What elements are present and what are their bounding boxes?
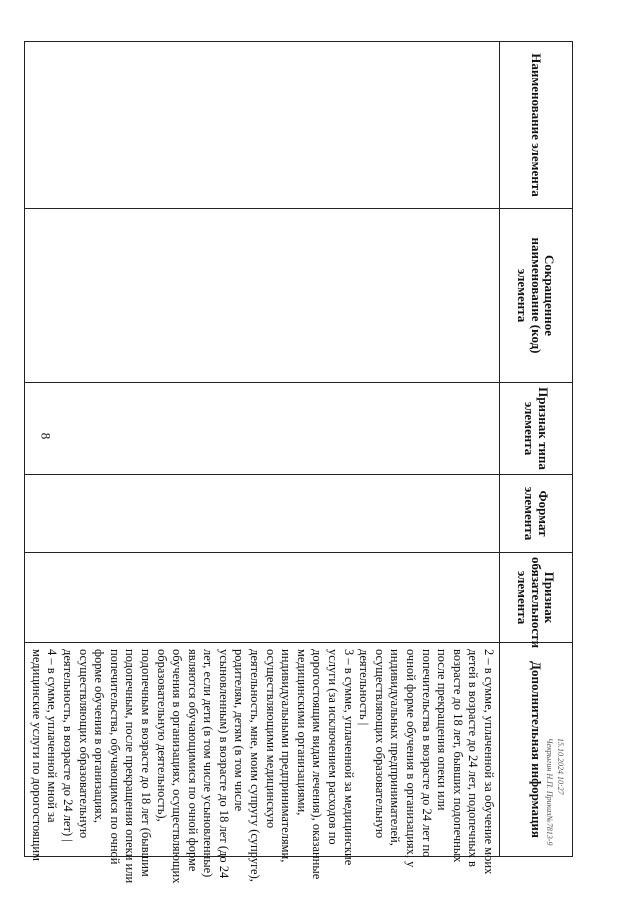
header-row [500, 42, 573, 857]
info-line: деятельность, мне, моим супругу (супруге), [248, 649, 263, 882]
info-line: подопечным в возрасте до 18 лет (бывшим [138, 649, 153, 877]
page-number: 8 [38, 432, 54, 440]
cell-element-code [25, 209, 500, 383]
info-line: медицинские услуги по дорогостоящим [29, 649, 44, 862]
signature-stamp [544, 738, 566, 846]
info-line: осуществляющими медицинскую [263, 649, 278, 829]
info-line: являются обучающимися по очной форме [185, 649, 200, 872]
info-line: осуществляющих образовательную [76, 649, 91, 839]
info-line: попечительства, обучающимся по очной [107, 649, 122, 865]
info-line: образовательную деятельность), [154, 649, 169, 822]
info-line: деятельность | [357, 649, 372, 726]
stamp-signer: Чекрыгин Н.П. Приказ№7813-9 [545, 738, 554, 846]
cell-element-mandatory [25, 553, 500, 643]
table-row [25, 42, 500, 857]
info-line: возрасте до 18 лет, бывших подопечных [450, 649, 465, 863]
info-line: медицинскими организациями, [294, 649, 309, 816]
info-line: 3 – в сумме, уплаченной за медицинские [341, 649, 356, 866]
info-line: индивидуальными предпринимателями, [279, 649, 294, 863]
info-line: услуги (за исключением расходов по [326, 649, 341, 845]
header-element-mandatory: Признак обязательности элемента [500, 553, 573, 643]
cell-element-name [25, 42, 500, 209]
header-element-name: Наименование элемента [500, 42, 573, 209]
info-line: лет, если дети (в том числе усыновленные) [201, 649, 216, 878]
header-additional-info: Дополнительная информация [500, 643, 573, 857]
document-table-container [29, 41, 573, 884]
info-line: индивидуальных предпринимателей, [388, 649, 403, 846]
info-line: 4 – в сумме, уплаченной мной за [45, 649, 60, 823]
info-line: деятельность, в возрасте до 24 лет) | [60, 649, 75, 842]
info-line: усыновленным) в возрасте до 18 лет (до 24 [216, 649, 231, 879]
info-line: форме обучения в организациях, [92, 649, 107, 824]
info-line: попечительства в возрасте до 24 лет по [419, 649, 434, 858]
info-line: осуществляющих образовательную [372, 649, 387, 839]
document-table [24, 41, 573, 884]
cell-additional-info [25, 643, 500, 884]
info-line: после прекращения опеки или [435, 649, 450, 811]
info-line: подопечным, после прекращения опеки или [123, 649, 138, 884]
cell-element-type [25, 383, 500, 475]
info-line: обучения в организациях, осуществляющих [170, 649, 185, 884]
info-line: 2 – в сумме, уплаченной за обучение моих [482, 649, 496, 875]
info-line: дорогостоящим видам лечения), оказанные [310, 649, 325, 880]
cell-element-format [25, 475, 500, 553]
info-line: очной форме обучения в организациях, у [404, 649, 419, 868]
header-element-code: Сокращенное наименование (код) элемента [500, 209, 573, 383]
info-line: родителям, детям (в том числе [232, 649, 247, 812]
header-element-type: Признак типа элемента [500, 383, 573, 475]
header-element-format: Формат элемента [500, 475, 573, 553]
info-line: детей в возрасте до 24 лет, подопечных в [466, 649, 481, 867]
stamp-date: 15.10.2024 10:27 [556, 738, 565, 795]
